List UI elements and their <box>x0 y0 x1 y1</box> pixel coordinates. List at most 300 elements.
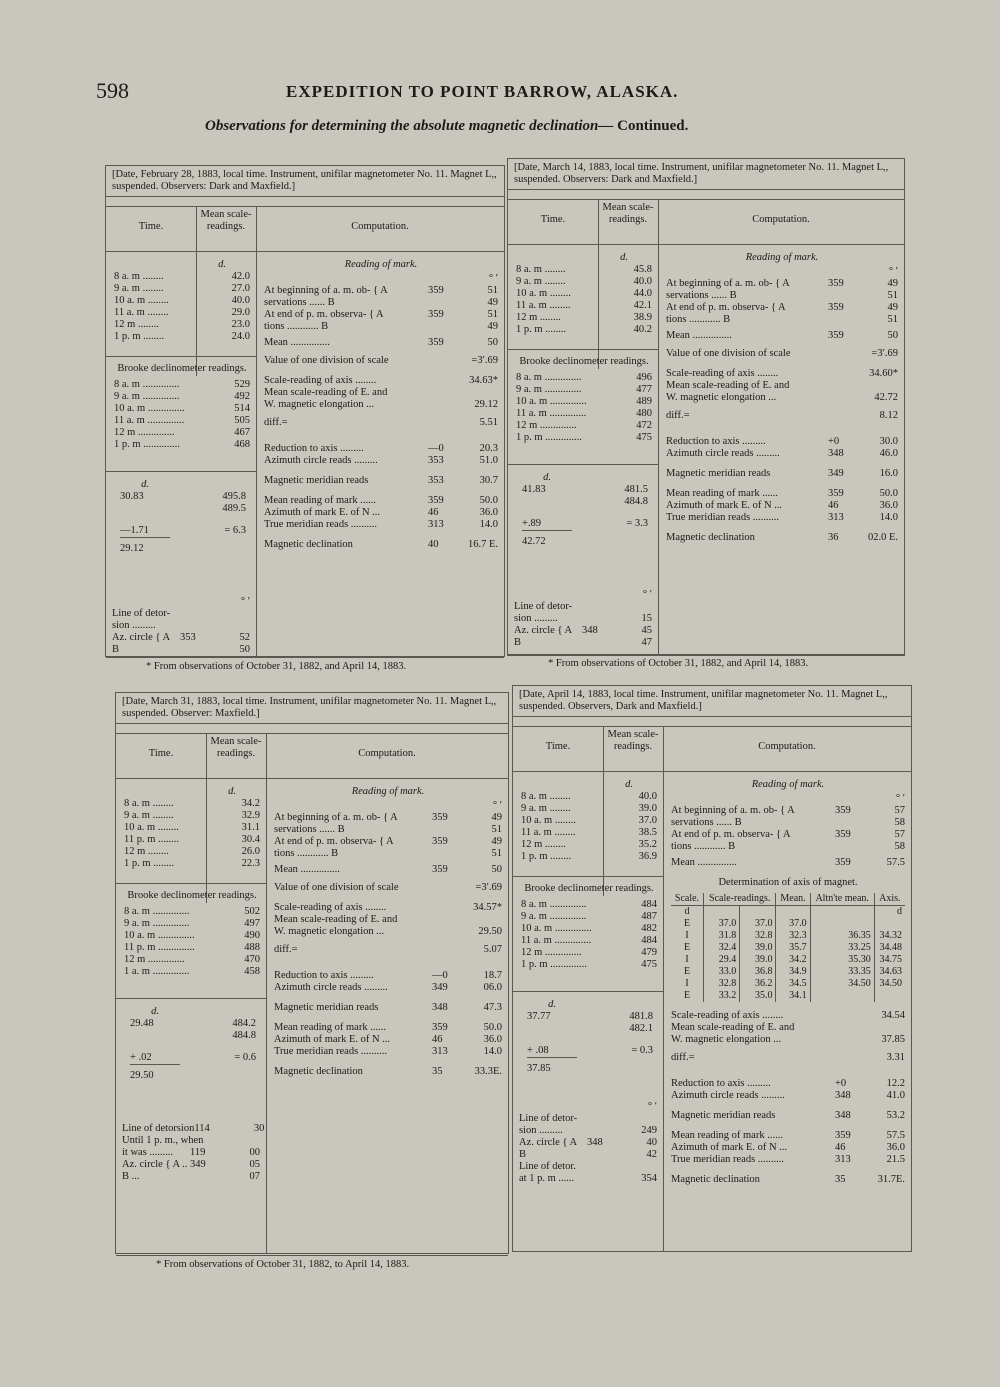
value-div-row-value: =3′.69 <box>871 348 898 360</box>
mean-mark-row-min: 50.0 <box>483 1022 502 1034</box>
brooke-row <box>516 384 652 396</box>
mean-scale-row-2-value: 29.12 <box>474 399 498 411</box>
scale-axis-row <box>671 1010 905 1022</box>
brooke-row-value: 475 <box>641 959 657 971</box>
az-a-row <box>514 625 652 637</box>
mark-mean-row <box>666 330 898 342</box>
time-row-label: 11 p. m ........ <box>124 834 180 846</box>
mark-be-row-value <box>828 314 898 326</box>
axis-det-cell: 37.0 <box>776 918 810 930</box>
brooke-row <box>521 947 657 959</box>
diff-row-label: diff.= <box>264 417 288 429</box>
calc-row-3 <box>522 518 648 530</box>
brooke-row-label: 12 m .............. <box>516 420 577 432</box>
calc-row-4-value <box>218 543 246 555</box>
axis-det-head <box>671 893 905 906</box>
page-header <box>96 78 896 108</box>
calc-row-4-label: 29.50 <box>130 1070 154 1082</box>
true-meridian-row-label: True meridian reads .......... <box>671 1154 785 1166</box>
time-row <box>124 858 260 870</box>
diff-row <box>666 410 898 422</box>
mag-meridian-row <box>274 1002 502 1014</box>
mean-scale-row-2-value: 42.72 <box>874 392 898 404</box>
mean-mark-row-label: Mean reading of mark ...... <box>666 488 778 500</box>
calc-row-2-value: 484.8 <box>232 1030 256 1042</box>
mean-scale-row-1-label: Mean scale-reading of E. and <box>671 1022 795 1034</box>
brooke-block <box>124 890 260 978</box>
detorsion-block <box>519 1101 657 1185</box>
az-reads-row-value <box>828 448 898 460</box>
mag-decl-row-deg: 40 <box>428 539 439 551</box>
az-a-row-label: Az. circle { A .. <box>122 1159 188 1170</box>
brooke-row-value: 497 <box>244 918 260 930</box>
mark-bb-row <box>666 290 898 302</box>
calc-row-2-value: 482.1 <box>629 1023 653 1035</box>
detor-at1-row <box>519 1161 657 1173</box>
brooke-row-label: 9 a. m .............. <box>124 918 190 930</box>
axis-det-cell: 34.50 <box>810 978 874 990</box>
reduction-row-deg: +0 <box>828 436 840 448</box>
brooke-row <box>114 415 250 427</box>
az-a-row-label: Az. circle { A <box>519 1137 578 1148</box>
calc-row-4-value <box>228 1070 256 1082</box>
null <box>671 1002 905 1010</box>
brooke-row-value: 484 <box>641 899 657 911</box>
computation-head: Computation. <box>351 221 409 232</box>
az-mark-row-deg: 46 <box>828 500 839 512</box>
axis-det-cell: 33.25 <box>810 942 874 954</box>
calc-row-2 <box>130 1030 256 1042</box>
scale-axis-row-value: 34.60* <box>869 368 898 380</box>
mag-decl-row-deg: 36 <box>828 532 839 544</box>
time-head: Time. <box>138 221 164 232</box>
axis-det-cell <box>874 990 905 1002</box>
axis-det-cell: 32.4 <box>703 942 739 954</box>
true-meridian-row-deg: 313 <box>828 512 844 524</box>
calc-row-1 <box>120 491 246 503</box>
calc-row-2-label <box>527 1023 625 1035</box>
detor-deg-row <box>514 589 652 601</box>
mark-ae-row-min: 57 <box>894 829 905 841</box>
mark-ab-row-deg: 359 <box>428 285 444 297</box>
brooke-row <box>124 942 260 954</box>
detor-line-row-value <box>624 601 652 613</box>
calc-row-4 <box>120 543 246 555</box>
calc-row-3 <box>527 1045 653 1057</box>
mark-be-row-value <box>835 841 905 853</box>
mark-ab-row-deg: 359 <box>432 812 448 824</box>
mean-mark-row <box>274 1022 502 1034</box>
brooke-row-label: 10 a. m .............. <box>124 930 195 942</box>
mag-decl-row-deg: 35 <box>835 1174 846 1186</box>
axis-det-cell: I <box>685 930 689 942</box>
head-top-line <box>513 726 911 727</box>
time-row-value: 34.2 <box>241 798 260 810</box>
times-bottom-line <box>508 349 658 350</box>
brooke-row-label: 1 p. m .............. <box>521 959 587 971</box>
detor-line-row-label: Line of detorsion <box>122 1123 195 1134</box>
head-bottom-line <box>106 251 504 252</box>
time-row <box>516 300 652 312</box>
brooke-row-value: 479 <box>641 947 657 959</box>
reduction-row-label: Reduction to axis ......... <box>274 970 374 982</box>
calc-row-4-label: 37.85 <box>527 1063 551 1075</box>
mag-meridian-row-label: Magnetic meridian reads <box>274 1002 379 1014</box>
axis-det-cell: E <box>683 990 691 1002</box>
brooke-row-value: 468 <box>234 439 250 451</box>
calc-line <box>527 1057 577 1058</box>
reduction-row-deg: +0 <box>835 1078 847 1090</box>
az-reads-row-label: Azimuth circle reads ......... <box>666 448 780 460</box>
mean-scale-row-2 <box>671 1034 905 1046</box>
mark-ae-row <box>274 836 502 848</box>
mag-meridian-row-label: Magnetic meridian reads <box>264 475 369 487</box>
mark-mean-row <box>264 337 498 349</box>
brooke-row <box>124 930 260 942</box>
deg-min-head-value: ° ′ <box>488 273 498 285</box>
mean-scale-row-2-label: W. magnetic elongation ... <box>274 926 385 938</box>
time-row <box>124 810 260 822</box>
times-bottom-line <box>106 356 256 357</box>
mean-mark-row <box>264 495 498 507</box>
axis-det-cell: 34.9 <box>776 966 810 978</box>
axis-det-table <box>671 893 905 1002</box>
brooke-block <box>114 363 250 451</box>
calc-row-3-value: = 0.6 <box>234 1052 256 1064</box>
brooke-row-label: 8 a. m .............. <box>124 906 190 918</box>
mark-ae-row-deg: 359 <box>432 836 448 848</box>
time-row <box>124 834 260 846</box>
axis-det-cell <box>874 918 905 930</box>
reduction-row-deg: —0 <box>432 970 448 982</box>
mark-mean-row-deg: 359 <box>428 337 444 349</box>
mark-bb-row-min: 49 <box>487 297 498 309</box>
axis-det-cell: I <box>685 978 689 990</box>
az-reads-row-min: 46.0 <box>879 448 898 460</box>
time-row-label: 10 a. m ........ <box>114 295 169 307</box>
detor-sion-row-value: 249 <box>641 1125 657 1136</box>
axis-det-cell: 36.35 <box>810 930 874 942</box>
axis-det-cell: 36.2 <box>740 978 776 990</box>
brooke-row-label: 9 a. m .............. <box>521 911 587 923</box>
diff-row <box>264 417 498 429</box>
axis-det-cell: 33.35 <box>810 966 874 978</box>
detor-deg-row-label <box>112 596 222 608</box>
brooke-row <box>124 966 260 978</box>
az-b-row-min: 42 <box>646 1149 657 1160</box>
az-mark-row-deg: 46 <box>432 1034 443 1046</box>
value-div-row <box>666 348 898 360</box>
calc-row-1-value: 481.5 <box>624 484 648 496</box>
caption-text: Observations for determining the absolute magnetic declination— <box>205 118 614 134</box>
time-head: Time. <box>148 748 174 759</box>
d-unit: d. <box>228 786 236 797</box>
axis-head-readings: Scale-readings. <box>703 893 775 906</box>
detor-line-row <box>519 1113 657 1125</box>
time-row-label: 12 m ........ <box>521 839 566 851</box>
time-row-label: 11 a. m ........ <box>521 827 576 839</box>
brooke-row <box>516 396 652 408</box>
mark-bb-row-min: 51 <box>491 824 502 836</box>
mark-mean-row-deg: 359 <box>835 857 851 869</box>
deg-min-head-label <box>666 266 870 278</box>
az-a-row-value <box>587 1137 657 1149</box>
caption-continued: Continued. <box>617 118 689 134</box>
reduction-row-value <box>828 436 898 448</box>
time-row-label: 9 a. m ........ <box>521 803 571 815</box>
panel-1 <box>105 165 505 672</box>
time-row-value: 31.1 <box>241 822 260 834</box>
time-row-label: 11 a. m ........ <box>516 300 571 312</box>
az-reads-row-label: Azimuth circle reads ......... <box>671 1090 785 1102</box>
time-row <box>114 295 250 307</box>
mean-scale-row-2-value: 37.85 <box>881 1034 905 1046</box>
axis-det-cell: 37.0 <box>703 918 739 930</box>
brooke-row-value: 489 <box>636 396 652 408</box>
detor-sion-row <box>514 613 652 625</box>
axis-det-cell: 33.2 <box>703 990 739 1002</box>
detor-sion-row <box>519 1125 657 1137</box>
mark-be-row-min: 58 <box>894 841 905 853</box>
head-top-line <box>116 733 508 734</box>
az-mark-row-value <box>835 1142 905 1154</box>
az-a-row <box>122 1159 260 1171</box>
reduction-row-label: Reduction to axis ......... <box>264 443 364 455</box>
d-unit: d. <box>620 252 628 263</box>
brooke-row-value: 514 <box>234 403 250 415</box>
brooke-bottom-line <box>116 998 266 999</box>
mark-be-row <box>671 841 905 853</box>
null <box>666 460 898 468</box>
az-b-row <box>122 1171 260 1183</box>
null <box>264 487 498 495</box>
scale-axis-row <box>264 375 498 387</box>
null <box>666 360 898 368</box>
time-row-value: 40.0 <box>231 295 250 307</box>
axis-det-cell: E <box>683 966 691 978</box>
mean-mark-row-value <box>828 488 898 500</box>
az-a-row-deg: 348 <box>582 625 598 636</box>
time-row <box>516 324 652 336</box>
detor-line-row-value <box>194 1123 264 1135</box>
detor-line-row-deg: 114 <box>194 1123 210 1134</box>
time-row-label: 1 p. m ........ <box>521 851 572 863</box>
brooke-row-value: 484 <box>641 935 657 947</box>
mark-mean-row-value <box>428 337 498 349</box>
calc-row-1-label: 29.48 <box>130 1018 154 1030</box>
computation-block <box>671 779 905 1186</box>
mean-mark-row-min: 50.0 <box>479 495 498 507</box>
reduction-row-value <box>432 970 502 982</box>
time-row-value: 36.9 <box>638 851 657 863</box>
mean-scale-row-2-label: W. magnetic elongation ... <box>666 392 777 404</box>
axis-det-cell: d <box>684 906 690 918</box>
null <box>264 467 498 475</box>
null <box>274 1058 502 1066</box>
deg-min-head <box>274 800 502 812</box>
detorsion-block <box>112 596 250 656</box>
az-reads-row-label: Azimuth circle reads ......... <box>274 982 388 994</box>
calc-row-3-label: +.89 <box>522 518 542 530</box>
time-row <box>521 839 657 851</box>
axis-det-cell: 39.0 <box>740 942 776 954</box>
az-a-row <box>112 632 250 644</box>
left-col-line <box>266 733 267 1253</box>
times-bottom-line <box>513 876 663 877</box>
head-top-line <box>106 206 504 207</box>
az-b-row-value <box>190 1171 260 1183</box>
time-row-label: 9 a. m ........ <box>114 283 164 295</box>
mark-be-row-min: 49 <box>487 321 498 333</box>
mark-ae-row <box>666 302 898 314</box>
az-reads-row-value <box>835 1090 905 1102</box>
brooke-row-label: 1 a. m .............. <box>124 966 190 978</box>
detor-line-row-label: Line of detor- <box>519 1113 578 1124</box>
az-a-row-value <box>582 625 652 637</box>
detor-sion-row <box>112 620 250 632</box>
detor-deg-row-value: ° ′ <box>240 596 250 607</box>
mark-bb-row-min: 58 <box>894 817 905 829</box>
mark-ae-row-deg: 359 <box>835 829 851 841</box>
time-row <box>516 276 652 288</box>
mag-meridian-row-deg: 353 <box>428 475 444 487</box>
az-b-row-min: 07 <box>249 1171 260 1182</box>
mean-scale-row-1 <box>671 1022 905 1034</box>
true-meridian-row-min: 14.0 <box>483 1046 502 1058</box>
mag-decl-row-value <box>828 532 898 544</box>
time-row <box>124 846 260 858</box>
axis-head-0: Mean. <box>776 893 810 906</box>
calc-row-2 <box>527 1023 653 1035</box>
brooke-row-label: 11 a. m .............. <box>516 408 587 420</box>
deg-min-head <box>264 273 498 285</box>
az-mark-row-min: 36.0 <box>886 1142 905 1154</box>
calc-row-3-value: = 6.3 <box>224 525 246 537</box>
az-a-row-value <box>190 1159 260 1171</box>
calc-row-2 <box>522 496 648 508</box>
true-meridian-row <box>274 1046 502 1058</box>
scale-axis-row-label: Scale-reading of axis ........ <box>666 368 779 380</box>
az-mark-row-label: Azimuth of mark E. of N ... <box>274 1034 391 1046</box>
time-row-label: 10 a. m ........ <box>521 815 576 827</box>
az-b-row-min: 47 <box>641 637 652 648</box>
time-row <box>114 307 250 319</box>
brooke-title: Brooke declinometer readings. <box>524 883 654 894</box>
detor-at1b-row-label: at 1 p. m ...... <box>519 1173 575 1184</box>
brooke-row-value: 496 <box>636 372 652 384</box>
calc-row-3-label: + .02 <box>130 1052 152 1064</box>
brooke-row-label: 12 m .............. <box>114 427 175 439</box>
mag-meridian-row-label: Magnetic meridian reads <box>671 1110 776 1122</box>
time-row-value: 23.0 <box>231 319 250 331</box>
axis-det-cell: 32.8 <box>703 978 739 990</box>
axis-det-cell: 33.0 <box>703 966 739 978</box>
table-caption <box>205 118 688 135</box>
mark-mean-row-min: 57.5 <box>886 857 905 869</box>
mark-ab-row <box>264 285 498 297</box>
az-b-row <box>519 1149 657 1161</box>
brooke-row <box>516 420 652 432</box>
mag-meridian-row-min: 47.3 <box>483 1002 502 1014</box>
value-div-row-value: =3′.69 <box>475 882 502 894</box>
times-bottom-line <box>116 883 266 884</box>
detor-itwas-row-min: 00 <box>249 1147 260 1158</box>
az-b-row-label: B <box>514 637 522 648</box>
brooke-bottom-line <box>513 991 663 992</box>
az-a-row-deg: 349 <box>190 1159 206 1170</box>
footnote-rule <box>508 654 904 655</box>
mean-scale-row-2 <box>264 399 498 411</box>
brooke-row <box>114 427 250 439</box>
mag-decl-row <box>671 1174 905 1186</box>
az-mark-row-label: Azimuth of mark E. of N ... <box>264 507 381 519</box>
true-meridian-row <box>671 1154 905 1166</box>
az-mark-row <box>671 1142 905 1154</box>
time-row-label: 10 a. m ........ <box>516 288 571 300</box>
calc-row-4 <box>522 536 648 548</box>
axis-det-row <box>671 954 905 966</box>
time-row-label: 12 m ........ <box>516 312 561 324</box>
mark-ae-row-label: At end of p. m. observa- { A <box>274 836 394 848</box>
mark-mean-row-min: 50 <box>491 864 502 876</box>
calc-d: d. <box>151 1006 159 1017</box>
time-row-label: 10 a. m ........ <box>124 822 179 834</box>
brooke-row-label: 10 a. m .............. <box>114 403 185 415</box>
reduction-row <box>666 436 898 448</box>
mag-decl-row-label: Magnetic declination <box>274 1066 363 1078</box>
mean-scale-row-2 <box>274 926 502 938</box>
brooke-row-label: 1 p. m .............. <box>516 432 582 444</box>
mark-mean-row-label: Mean ............... <box>666 330 732 342</box>
calc-row-3 <box>130 1052 256 1064</box>
mark-mean-row-deg: 359 <box>432 864 448 876</box>
time-row-value: 38.9 <box>633 312 652 324</box>
mag-meridian-row <box>666 468 898 480</box>
mark-mean-row-min: 50 <box>887 330 898 342</box>
time-row-value: 32.9 <box>241 810 260 822</box>
axis-det-cell: 32.8 <box>740 930 776 942</box>
brooke-row <box>516 372 652 384</box>
value-div-row-label: Value of one division of scale <box>666 348 791 360</box>
axis-det-row <box>671 942 905 954</box>
mean-scale-row-1 <box>274 914 502 926</box>
null <box>527 1035 653 1045</box>
mean-mark-row-label: Mean reading of mark ...... <box>274 1022 386 1034</box>
az-reads-row-min: 51.0 <box>479 455 498 467</box>
mark-be-row-label: tions ............ B <box>274 848 339 860</box>
mark-be-row-min: 51 <box>491 848 502 860</box>
mag-meridian-row-deg: 348 <box>432 1002 448 1014</box>
time-row <box>521 791 657 803</box>
true-meridian-row-value <box>828 512 898 524</box>
calc-row-2-value: 484.8 <box>624 496 648 508</box>
az-reads-row <box>264 455 498 467</box>
true-meridian-row-deg: 313 <box>432 1046 448 1058</box>
time-row-value: 27.0 <box>231 283 250 295</box>
left-col-line <box>663 726 664 1251</box>
az-reads-row-deg: 349 <box>432 982 448 994</box>
detor-deg-row <box>112 596 250 608</box>
axis-det-cell: E <box>683 918 691 930</box>
times-block <box>521 779 657 863</box>
brooke-row <box>521 935 657 947</box>
mark-ae-row-min: 49 <box>491 836 502 848</box>
page-title: EXPEDITION TO POINT BARROW, ALASKA. <box>286 82 679 101</box>
mark-ab-row-min: 57 <box>894 805 905 817</box>
mark-ab-row-value <box>432 812 502 824</box>
az-b-row-value <box>587 1149 657 1161</box>
brooke-row-value: 529 <box>234 379 250 391</box>
